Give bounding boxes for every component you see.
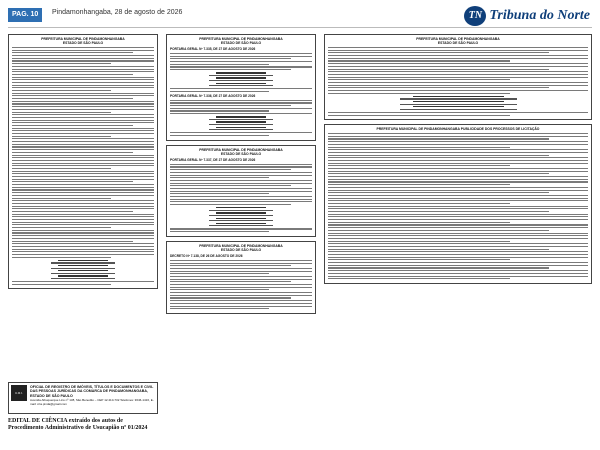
portaria-title: PORTARIA GERAL Nº 7.335, DE 27 DE AGOSTO DE 2026 xyxy=(170,47,256,52)
page-header xyxy=(8,6,592,28)
registry-office-name: OFICIAL DE REGISTRO DE IMÓVEIS, TÍTULOS E DOCUMENTOS E CIVIL DAS PESSOAS JURÍDICAS DA COMARCA DE PINDAMONHANGABA, ESTADO DE SÃO PAULO xyxy=(30,385,154,398)
notice-box xyxy=(324,34,592,120)
notice-box xyxy=(166,145,316,237)
notice-state: ESTADO DE SÃO PAULO xyxy=(220,248,262,253)
notice-state: ESTADO DE SÃO PAULO xyxy=(437,41,479,46)
notice-box xyxy=(324,124,592,284)
notice-box xyxy=(8,34,158,289)
portaria-title: PORTARIA GERAL Nº 7.336, DE 27 DE AGOSTO DE 2026 xyxy=(170,94,256,99)
notice-state: ESTADO DE SÃO PAULO xyxy=(220,151,262,156)
registry-office-box xyxy=(8,382,158,414)
registry-office-address: Avenida Albuquerque Lins nº 138, São Benedito – CEP 12.410-732 Telefones: 3646-1416, E-mail: cria.pinda@gmail.com xyxy=(30,398,154,407)
notice-box xyxy=(166,34,316,141)
notice-body xyxy=(12,47,154,258)
column-1 xyxy=(8,34,158,442)
decree-title: DECRETO Nº 7.138, DE 26 DE AGOSTO DE 2026 xyxy=(170,254,243,259)
newspaper-logo xyxy=(464,6,590,26)
column-2 xyxy=(166,34,316,442)
notice-heading: PREFEITURA MUNICIPAL DE PINDAMONHANGABA xyxy=(199,147,283,152)
notice-heading: PREFEITURA MUNICIPAL DE PINDAMONHANGABA xyxy=(41,37,125,41)
notice-heading: PREFEITURA MUNICIPAL DE PINDAMONHANGABA xyxy=(199,37,283,41)
portaria-title: PORTARIA GERAL Nº 7.337, DE 27 DE AGOSTO DE 2026 xyxy=(170,158,256,163)
logo-icon: TN xyxy=(464,6,486,26)
signature-block xyxy=(12,260,154,279)
notice-heading: PREFEITURA MUNICIPAL DE PINDAMONHANGABA xyxy=(199,243,283,248)
logo-text: Tribuna do Norte xyxy=(489,8,590,23)
notice-box xyxy=(166,241,316,314)
signature-block xyxy=(170,72,312,86)
column-3 xyxy=(324,34,592,442)
dateline: Pindamonhangaba, 28 de agosto de 2026 xyxy=(52,9,183,16)
notice-state: ESTADO DE SÃO PAULO xyxy=(220,41,262,46)
notice-heading: PREFEITURA MUNICIPAL DE PINDAMONHANGABA xyxy=(416,37,500,41)
signature-block xyxy=(170,207,312,226)
notice-heading: PREFEITURA MUNICIPAL DE PINDAMONHANGABA PUBLICIDADE DOS PROCESSOS DE LICITAÇÃO xyxy=(376,127,540,132)
notice-state: ESTADO DE SÃO PAULO xyxy=(62,41,104,46)
signature-block xyxy=(328,96,588,110)
edital-heading: EDITAL DE CIÊNCIA extraído dos autos de Procedimento Administrativo de Usucapião nº 01/2024 xyxy=(8,418,148,431)
page-number-tag: PAG. 10 xyxy=(8,8,42,22)
registry-seal-icon: C.R.I. xyxy=(11,385,27,401)
signature-block xyxy=(170,116,312,130)
